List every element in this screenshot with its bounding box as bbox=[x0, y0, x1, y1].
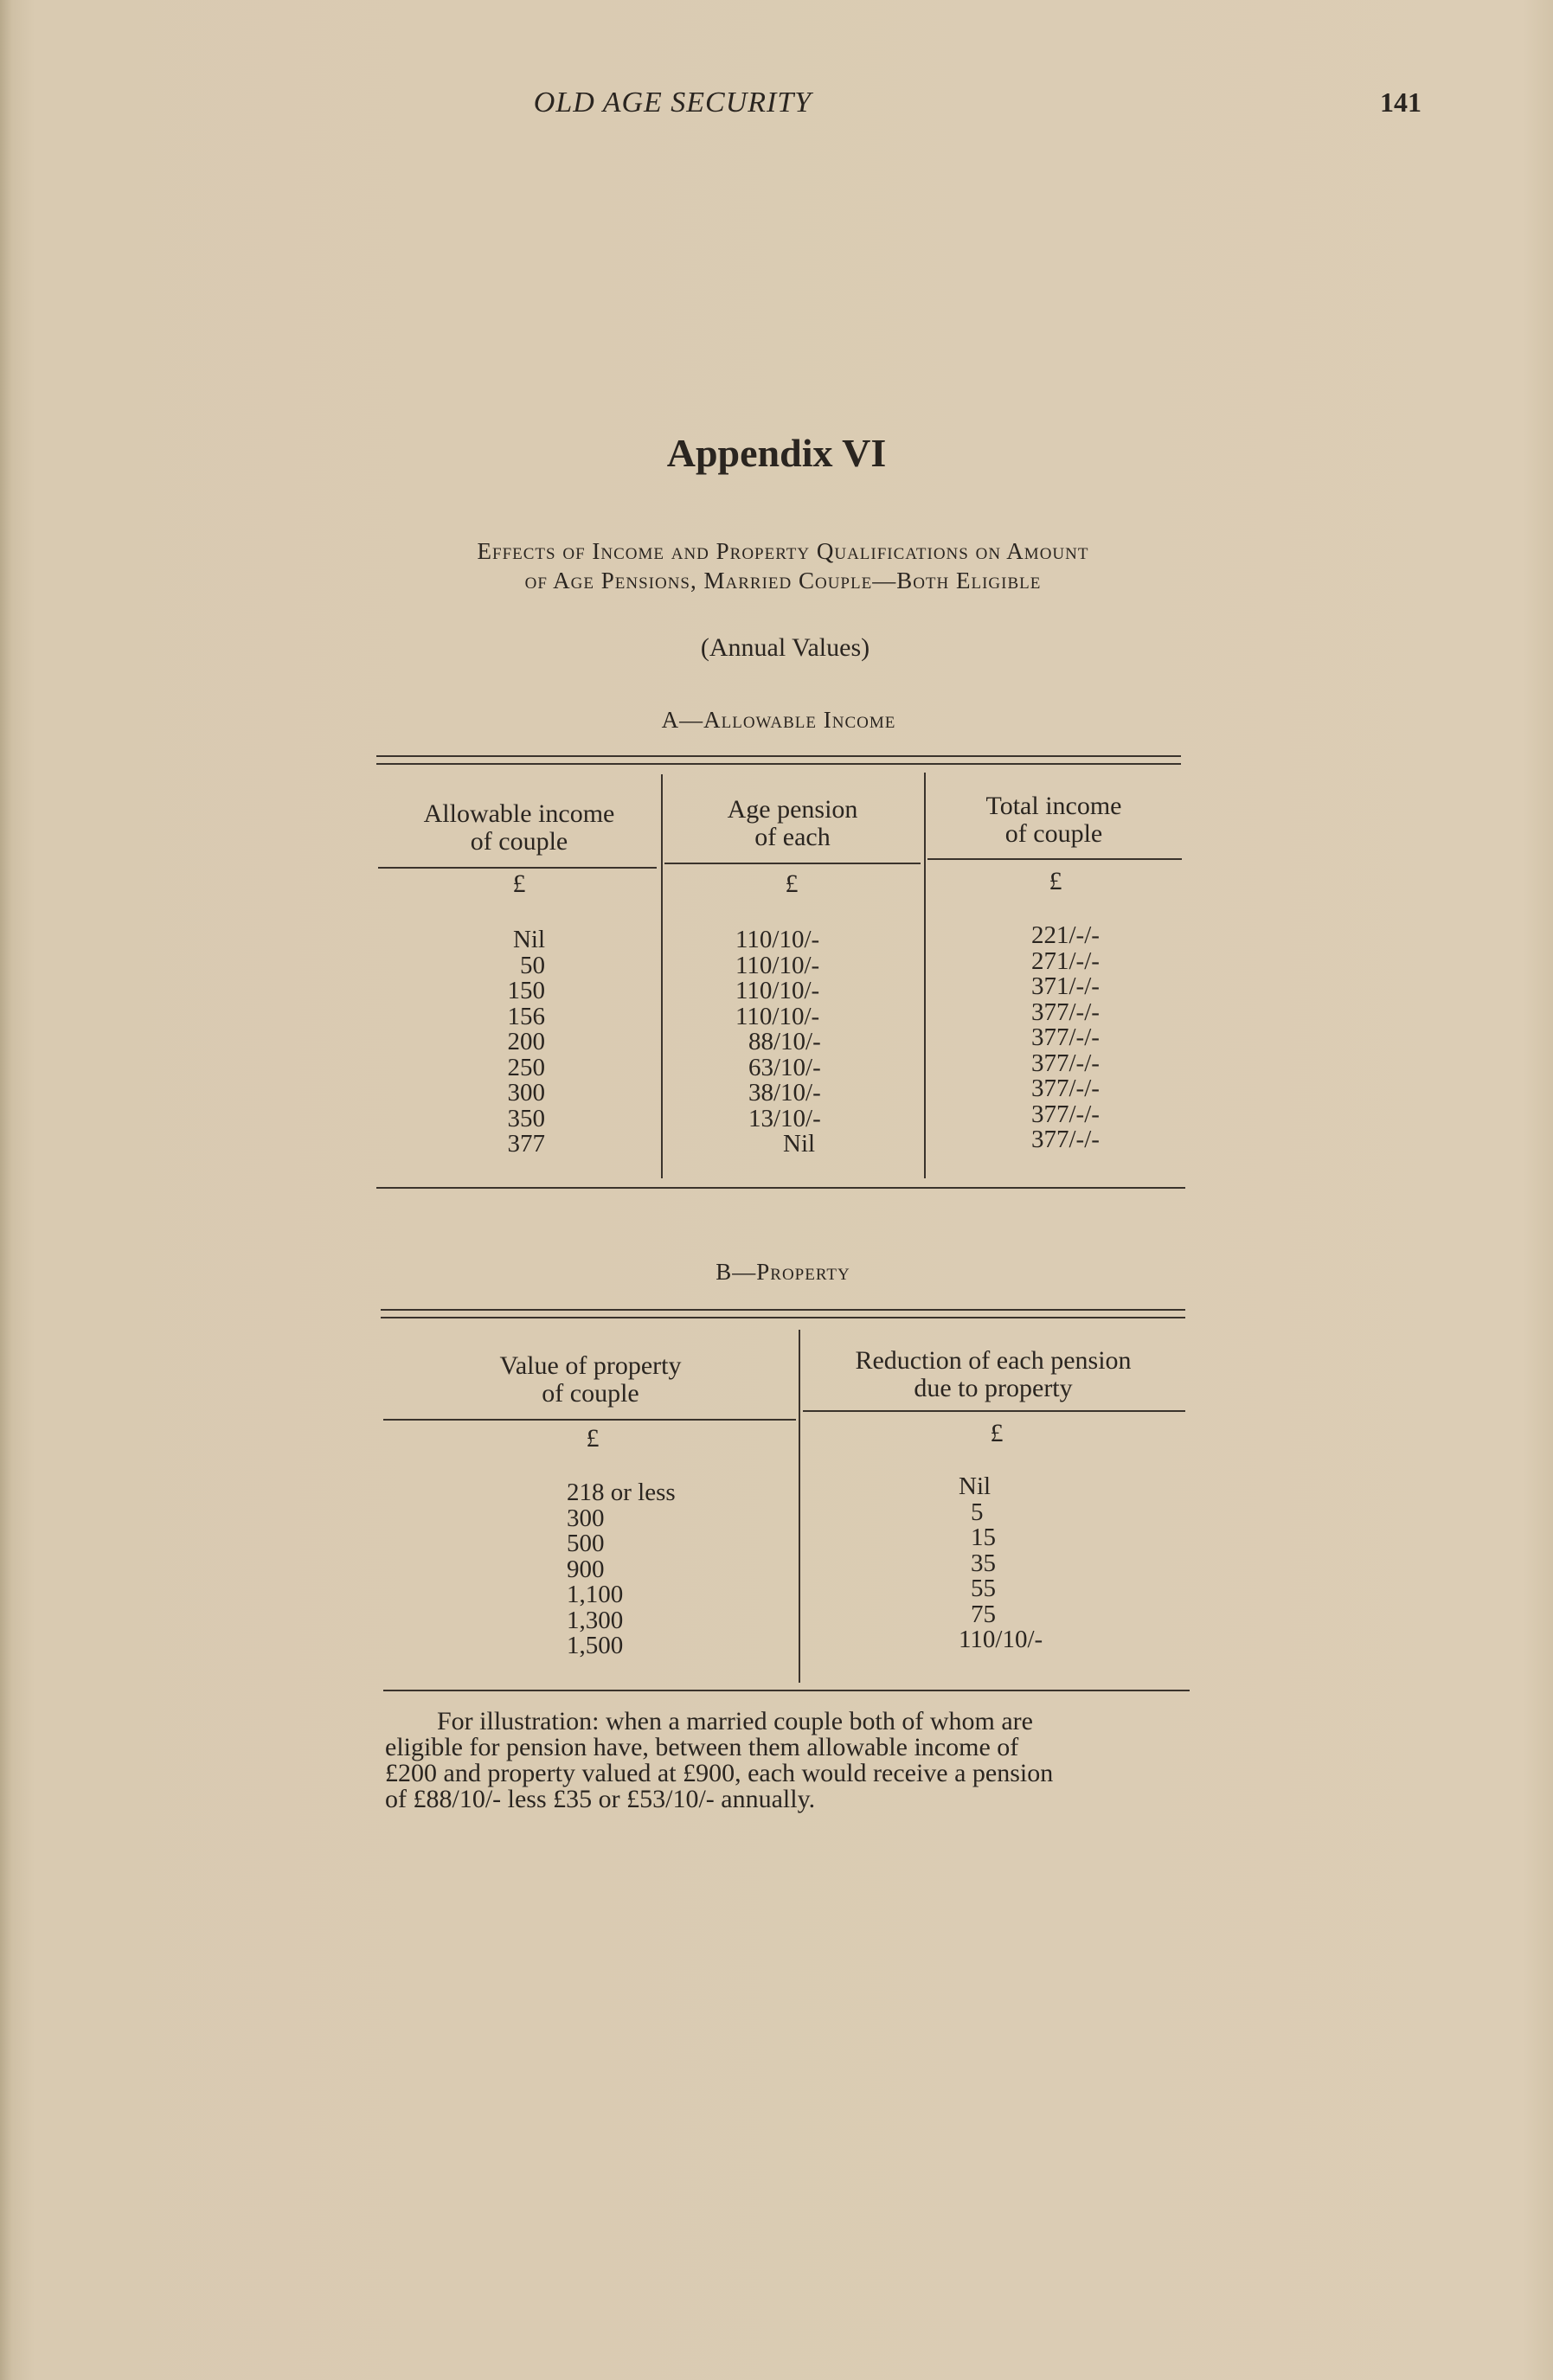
table-cell: 63/10/- bbox=[748, 1053, 821, 1081]
table-cell: 221/-/- bbox=[1031, 921, 1100, 949]
note-line-4: of £88/10/- less £35 or £53/10/- annually. bbox=[385, 1785, 816, 1813]
table-cell: 377/-/- bbox=[1031, 1075, 1100, 1102]
table-b-col-1-header bbox=[385, 1352, 796, 1408]
appendix-title: Appendix VI bbox=[666, 431, 887, 475]
col-2-label-line-2: due to property bbox=[914, 1374, 1073, 1402]
table-cell: Nil bbox=[783, 1130, 816, 1158]
table-cell: 1,500 bbox=[567, 1632, 624, 1659]
table-a-divider-1 bbox=[661, 774, 663, 1178]
col-1-label-line-2: of couple bbox=[542, 1379, 639, 1408]
table-a-col-3-header bbox=[927, 792, 1180, 848]
table-b-col-1-rule bbox=[383, 1419, 796, 1421]
table-a-divider-2 bbox=[924, 773, 926, 1178]
running-title: OLD AGE SECURITY bbox=[533, 87, 812, 119]
subtitle-line-2: of Age Pensions, Married Couple—Both Eligible bbox=[524, 568, 1042, 593]
table-cell: 110/10/- bbox=[735, 951, 820, 979]
table-cell: 371/-/- bbox=[1031, 972, 1100, 1000]
table-cell: Nil bbox=[512, 926, 545, 953]
table-cell: 110/10/- bbox=[959, 1626, 1043, 1653]
table-cell: 75 bbox=[971, 1600, 996, 1628]
table-b-col-1-unit: £ bbox=[586, 1424, 600, 1453]
col-3-label-line-2: of couple bbox=[1004, 819, 1103, 848]
table-cell: 38/10/- bbox=[748, 1079, 821, 1107]
table-b-divider bbox=[799, 1330, 800, 1683]
table-cell: 218 or less bbox=[567, 1479, 676, 1506]
table-cell: 110/10/- bbox=[735, 1002, 820, 1030]
table-a-col-3-unit: £ bbox=[1049, 867, 1062, 895]
appendix-subtitle bbox=[376, 536, 1190, 595]
table-b-bottom-rule bbox=[383, 1690, 1190, 1691]
table-cell: 55 bbox=[971, 1575, 996, 1602]
col-3-label-line-1: Total income bbox=[985, 792, 1122, 820]
table-cell: 350 bbox=[507, 1104, 545, 1132]
col-2-label-line-1: Age pension bbox=[727, 795, 858, 824]
table-cell: 5 bbox=[971, 1498, 984, 1526]
table-a-col-3-rule bbox=[927, 858, 1182, 860]
note-line-2: eligible for pension have, between them allowable income of bbox=[385, 1733, 1019, 1761]
table-cell: 300 bbox=[507, 1079, 545, 1107]
illustration-note bbox=[385, 1709, 1194, 1812]
table-b-heading: B—Property bbox=[716, 1259, 850, 1285]
table-cell: 88/10/- bbox=[748, 1028, 821, 1055]
table-cell: 156 bbox=[507, 1002, 545, 1030]
table-a-col-2-header bbox=[664, 796, 921, 851]
note-line-3: £200 and property valued at £900, each would receive a pension bbox=[385, 1759, 1054, 1787]
table-cell: 35 bbox=[971, 1549, 996, 1577]
table-a-col-2-unit: £ bbox=[785, 869, 799, 898]
table-cell: 377 bbox=[507, 1130, 545, 1158]
table-cell: 1,300 bbox=[567, 1606, 624, 1634]
col-1-label-line-1: Value of property bbox=[499, 1351, 682, 1380]
table-a-col-1-values bbox=[485, 927, 545, 1158]
table-cell: 500 bbox=[567, 1530, 605, 1557]
col-2-label-line-2: of each bbox=[754, 823, 831, 851]
table-cell: 13/10/- bbox=[748, 1104, 821, 1132]
table-cell: 377/-/- bbox=[1031, 1049, 1100, 1077]
col-2-label-line-1: Reduction of each pension bbox=[855, 1346, 1132, 1375]
table-cell: 110/10/- bbox=[735, 926, 820, 953]
annual-values-note: (Annual Values) bbox=[700, 633, 870, 662]
table-b-col-1-values bbox=[567, 1480, 740, 1659]
table-cell: 377/-/- bbox=[1031, 1100, 1100, 1128]
col-1-label-line-1: Allowable income bbox=[423, 799, 615, 828]
col-1-label-line-2: of couple bbox=[470, 827, 568, 856]
table-cell: 271/-/- bbox=[1031, 946, 1100, 975]
table-b-col-2-header bbox=[803, 1347, 1184, 1402]
table-a-top-rule-1 bbox=[376, 755, 1181, 757]
table-b-top-rule-1 bbox=[381, 1309, 1185, 1311]
table-b-col-2-rule bbox=[803, 1410, 1185, 1412]
table-cell: 900 bbox=[567, 1555, 605, 1583]
note-line-1: For illustration: when a married couple both of whom are bbox=[437, 1707, 1033, 1735]
table-b-col-2-unit: £ bbox=[990, 1419, 1004, 1447]
table-a-col-1-rule bbox=[378, 867, 657, 869]
table-a-bottom-rule bbox=[376, 1187, 1185, 1189]
table-cell: 50 bbox=[520, 951, 545, 979]
table-a-col-1-unit: £ bbox=[512, 869, 526, 898]
table-cell: 200 bbox=[507, 1028, 545, 1055]
table-a-col-2-values bbox=[735, 927, 874, 1158]
table-cell: 300 bbox=[567, 1504, 605, 1532]
subtitle-line-1: Effects of Income and Property Qualifications on Amount bbox=[477, 538, 1089, 564]
page-number: 141 bbox=[1380, 87, 1421, 118]
table-cell: 110/10/- bbox=[735, 977, 820, 1004]
table-cell: Nil bbox=[959, 1472, 991, 1500]
table-a-col-2-rule bbox=[664, 863, 921, 864]
table-a-col-1-header bbox=[381, 800, 658, 856]
table-a-heading: A—Allowable Income bbox=[661, 707, 896, 733]
table-cell: 377/-/- bbox=[1031, 998, 1100, 1026]
table-b-top-rule-2 bbox=[381, 1317, 1185, 1318]
table-a-top-rule-2 bbox=[376, 763, 1181, 765]
table-cell: 377/-/- bbox=[1031, 1126, 1100, 1153]
table-cell: 377/-/- bbox=[1031, 1023, 1100, 1051]
table-b-col-2-values bbox=[959, 1474, 1097, 1653]
table-a-col-3-values bbox=[1031, 923, 1135, 1153]
table-cell: 1,100 bbox=[567, 1581, 624, 1608]
table-cell: 150 bbox=[507, 977, 545, 1004]
table-cell: 250 bbox=[507, 1053, 545, 1081]
table-cell: 15 bbox=[971, 1524, 996, 1551]
